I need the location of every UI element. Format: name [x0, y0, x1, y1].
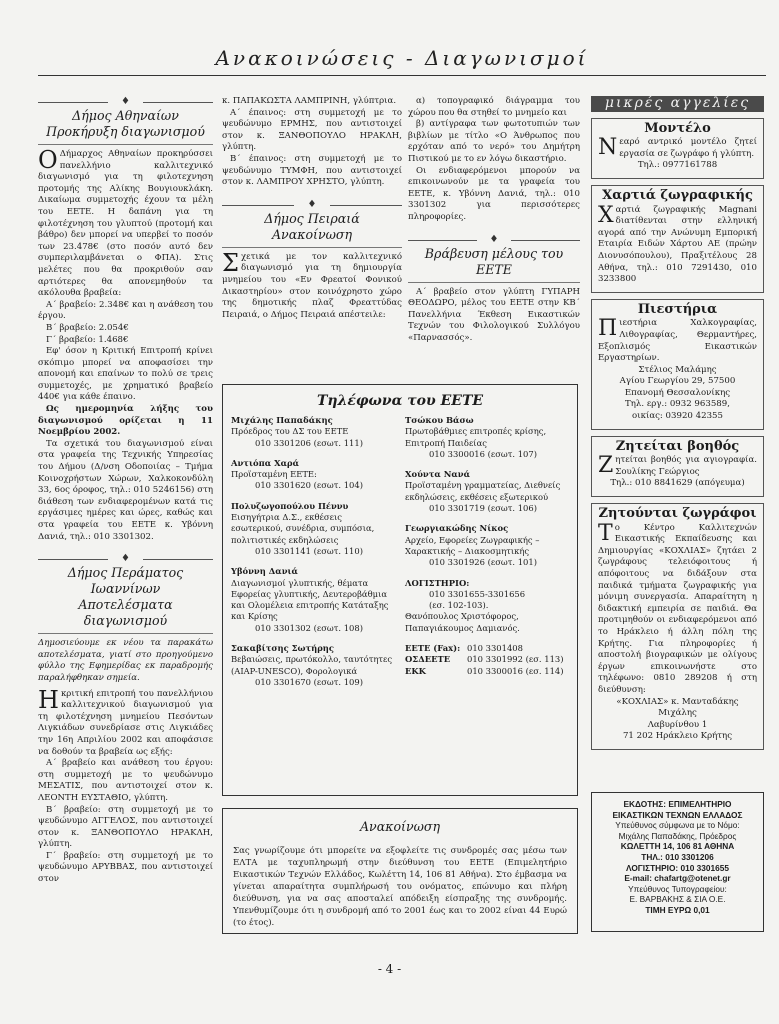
dropcap: Τ [598, 520, 613, 546]
fin-row [405, 643, 569, 654]
contact-name: Πολυζωγοπούλου Πέννυ [231, 500, 349, 511]
contact-name: Αντιόπα Χαρά [231, 457, 300, 468]
ornament: ♦ [408, 234, 580, 246]
ad-title: Πιεστήρια [637, 301, 718, 317]
paragraph: Γ΄ βραβείο: στη συμμετοχή με το ψευδώνυμο ΑΡΥΒΒΑΣ, που αντιστοιχεί στον [38, 850, 213, 885]
phone-entry [405, 523, 569, 568]
dropcap: Χ [598, 202, 614, 228]
prize-line: Α΄ βραβείο: 2.348€ και η ανάθεση του έργου. [38, 299, 213, 322]
fin-label: ΟΣΔΕΕΤΕ [405, 654, 451, 665]
dropcap: Σ [222, 248, 239, 277]
column-3 [408, 96, 580, 345]
paragraph: κ. ΠΑΠΑΚΩΣΤΑ ΛΑΜΠΡΙΝΗ, γλύπτρια. [222, 96, 397, 106]
accounting-entry: ΛΟΓΙΣΤΗΡΙΟ: 010 3301655-3301656 (εσ. 102-103). Θανόπουλος Χριστόφορος, Παπαγιάκουμος Δαμιανός. [405, 577, 526, 633]
dropcap: Ν [598, 135, 618, 161]
contact-number: 010 3301620 (εσωτ. 104) [255, 480, 363, 491]
contact-role: Προϊσταμένη ΕΕΤΕ: [231, 469, 317, 480]
contact-number: 010 3300016 (εσωτ. 107) [429, 448, 537, 459]
paragraph: Τα σχετικά του διαγωνισμού είναι στα γραφεία της Τεχνικής Υπηρεσίας του Δήμου (Δ/νση Οδοποιίας – Τμήμα Κοινοχρήστων Χώρων, Χαλκοκονδύλη 33, 6ος όροφος, τηλ.: 010 5246156) στη διάθεση των ενδιαφερομένων κατά τις εργάσιμες ημέρες και ώρες, καθώς και στα γραφεία του ΕΕΤΕ κ. Υβόννη Δανιά, τηλ.: 010 3301302. [38, 438, 213, 542]
deadline: Ως ημερομηνία λήξης του διαγωνισμού ορίζεται η 11 Νοεμβρίου 2002. [38, 404, 213, 438]
dropcap: Π [598, 316, 618, 342]
ad-text [598, 202, 757, 286]
ad-title: Ζητείται βοηθός [615, 438, 740, 454]
paragraph: Εφ' όσον η Κριτική Επιτροπή κρίνει σκόπιμο μπορεί να αποφασίσει την απονομή και επαίνων το πολύ σε τρεις συμμετοχές, με χρηματικό βραβείο 440€ για κάθε έπαινο. [38, 346, 213, 403]
prize-line: Γ΄ βραβείο: 1.468€ [46, 334, 129, 345]
ad-contact: Τηλ.: 010 8841629 (απόγευμα) [610, 478, 745, 489]
ad-body: ητείται βοηθός για αγιογραφία. Σουλίκης Γεώργιος [615, 455, 757, 477]
section-title: Ανακοινώσεις - Διαγωνισμοί [215, 46, 589, 70]
paragraph: Α΄ βραβείο στον γλύπτη ΓΥΠΑΡΗ ΘΕΟΔΩΡΟ, μέλος του ΕΕΤΕ στην ΚΒ΄ Πανελλήνια Έκθεση Εικαστικών Τεχνών του Φιλολογικού Συλλόγου «Παρνασσός». [408, 286, 580, 343]
ad-body: αρτιά ζωγραφικής Magnani διατίθενται στην ελληνική αγορά από την Ανώνυμη Εμπορική Εταιρία Ειδών Χάρτου ΑΕ (πρώην Διονυσόπουλου), Πραξιτέλους 28 Αθήνα, τηλ.: 010 7291430, 010 3233800 [598, 204, 757, 285]
contact-role: Αρχείο, Εφορείες Ζωγραφικής – Χαρακτικής – Διακοσμητικής [405, 534, 540, 556]
contact-role: Προϊσταμένη γραμματείας, Διεθνείς εκδηλώσεις, εκθέσεις εξωτερικού [405, 480, 561, 502]
fin-value: 010 3301408 [467, 643, 523, 654]
contact-name: Χούντα Νανά [405, 469, 471, 480]
ad-contact: Τηλ.: 0977161788 [637, 160, 718, 171]
paragraph: Α΄ βραβείο και ανάθεση του έργου: στη συμμετοχή με το ψευδώνυμο ΜΕΣΑΤΙΣ, που αντιστοιχεί στον κ. ΛΕΟΝΤΗ ΕΥΣΤΑΘΙΟ, γλύπτη. [38, 758, 213, 803]
classified-ad [591, 118, 764, 179]
paragraph: Σχετικά με τον καλλιτεχνικό διαγωνισμό για τη δημιουργία μνημείου του «Εν Φρεατοί Φονικού Δικαστηρίου» στον κοινόχρηστο χώρο της δημοτικής πλαζ Φρεαττύδας Πειραιά, ο Δήμος Πειραιά απέστειλε: [222, 248, 402, 320]
article-title-perama: Δήμος Περάματος Ιωαννίνων Αποτελέσματα διαγωνισμού [38, 565, 213, 634]
ad-text [598, 318, 757, 364]
contact-role: Εισηγήτρια Δ.Σ., εκθέσεις εσωτερικού, συνέδρια, συμπόσια, πολιτιστικές εκδηλώσεις [231, 512, 375, 545]
phones-right-column [405, 415, 569, 697]
paragraph: Ο Δήμαρχος Αθηναίων προκηρύσσει πανελλήνιο καλλιτεχνικό διαγωνισμό για τη φιλοτεχνηση προτομής της Αλίκης Βουγιουκλάκη. Δικαίωμα συμμετοχής έχουν τα μέλη του ΕΕΤΕ. Η δαπάνη για τη φιλοτέχνηση του γλυπτού (προτομή και βάθρο) δεν μπορεί να υπερβεί το ποσόν των 23.478€ (στο ποσόν αυτό δεν συμπεριλαμβάνεται ο ΦΠΑ). Στις μελέτες που θα προκριθούν σαν αρτιότερες θα απονεμηθούν τα ακόλουθα βραβεία: [38, 146, 213, 299]
article-title-piraeus: Δήμος Πειραιά Ανακοίνωση [222, 211, 402, 248]
publisher-box: ΕΚΔΟΤΗΣ: ΕΠΙΜΕΛΗΤΗΡΙΟ ΕΙΚΑΣΤΙΚΩΝ ΤΕΧΝΩΝ ΕΛΛΑΔΟΣ Υπεύθυνος σύμφωνα με το Νόμο: Μιχάλης Παπαδάκης, Πρόεδρος ΚΩΛΕΤΤΗ 14, 106 81 ΑΘΗΝΑ ΤΗΛ.: 010 3301206 ΛΟΓΙΣΤΗΡΙΟ: 010 3301655 E-mail: chafartg@otenet.gr Υπεύθυνος Τυπογραφείου: Ε. ΒΑΡΒΑΚΗΣ & ΣΙΑ Ο.Ε. ΤΙΜΗ ΕΥΡΩ 0,01 [591, 792, 764, 932]
classified-ad [591, 185, 764, 293]
classifieds-column [591, 96, 764, 756]
contact-role: Πρωτοβάθμιες επιτροπές κρίσης, Επιτροπή Παιδείας [405, 426, 547, 448]
contact-number: 010 3301926 (εσωτ. 101) [429, 557, 537, 568]
fin-label: ΕΚΚ [405, 665, 426, 676]
notice-text: Σας γνωρίζουμε ότι μπορείτε να εξοφλείτε τις συνδρομές σας μέσω των ΕΛΤΑ με ταχυπληρωμή στην διεύθυνση του ΕΕΤΕ (Επιμελητήριο Εικαστικών Τεχνών Ελλάδος, Κωλέττη 14, 106 81 Αθήνα). Στο έμβασμα να γίνεται απαραίτητα συμπλήρωσή του ονόματος, επώνυμο και πλήρη διεύθυνση, για να σας αποσταλεί απόδειξη είσπραξης της συνδρομής. Υπενθυμίζουμε ότι η συνδρομή από το 2001 έως και το 2002 είναι 44 Ευρώ (το έτος). [233, 846, 567, 928]
fin-row [405, 654, 569, 665]
contact-role: Βεβαιώσεις, πρωτόκολλο, ταυτότητες (AIAP-UNESCO), Φορολογικά [231, 654, 393, 676]
contact-number: 010 3301141 (εσωτ. 110) [255, 545, 363, 556]
prize-line: Β΄ βραβείο: 2.054€ [46, 322, 129, 333]
article-title-award: Βράβευση μέλους του ΕΕΤΕ [408, 246, 580, 283]
phone-entry [231, 501, 395, 557]
phones-title: Τηλέφωνα του ΕΕΤΕ [316, 393, 484, 409]
contact-name: Τσώκου Βάσω [405, 415, 474, 425]
contact-number: 010 3301719 (εσωτ. 106) [429, 503, 537, 514]
paragraph: Β΄ βραβείο: στη συμμετοχή με το ψευδώνυμο ΑΓΓΕΛΟΣ, που αντιστοιχεί στον κ. ΞΑΝΘΟΠΟΥΛΟ ΗΡΑΚΛΗ, γλύπτη. [38, 804, 213, 850]
contact-name: Υβόννη Δανιά [231, 566, 299, 577]
paragraph: Ηκριτική επιτροπή του πανελλήνιου καλλιτεχνικού διαγωνισμού για τη φιλοτέχνηση μνημείου Πεσόντων Λιγκιάδων συνεδρίασε στις Λιγκιάδες την 16η Απριλίου 2002 και αποφάσισε να δοθούν τα βραβεία ως εξής: [38, 685, 213, 757]
ornament: ♦ [222, 199, 402, 211]
notice-box [222, 808, 578, 934]
contact-role: Πρόεδρος του ΔΣ του ΕΕΤΕ [231, 426, 349, 437]
ad-text [598, 455, 757, 478]
fin-row [405, 666, 569, 677]
classified-ad [591, 503, 764, 750]
ad-body: εαρό αντρικό μοντέλο ζητεί εργασία σε ζωγράφο ή γλύπτη. [619, 137, 757, 159]
ornament: ♦ [38, 553, 213, 565]
classified-ad [591, 436, 764, 497]
phone-entry [405, 415, 569, 460]
ad-body: ιεστήρια Χαλκογραφίας, Λιθογραφίας, Θερμαντήρες, Εξοπλισμός Εικαστικών Εργαστηρίων. [598, 318, 757, 364]
fin-value: 010 3301992 (εσ. 113) [467, 654, 564, 665]
fin-value: 010 3300016 (εσ. 114) [467, 665, 564, 676]
phone-entry [231, 458, 395, 492]
contact-name: Σακαβίτσης Σωτήρης [231, 643, 334, 654]
classified-ad [591, 299, 764, 430]
ad-text [598, 520, 757, 697]
column-1 [38, 96, 213, 886]
phone-entry [231, 415, 395, 449]
phones-box [222, 384, 578, 796]
ornament: ♦ [38, 96, 213, 108]
fin-label: ΕΕΤΕ (Fax): [405, 643, 461, 654]
ad-title: Χαρτιά ζωγραφικής [602, 187, 753, 203]
ad-text [598, 137, 757, 160]
fin-numbers [405, 643, 569, 677]
ad-title: Ζητούνται ζωγράφοι [598, 506, 757, 522]
paragraph: α) τοπογραφικό διάγραμμα του χώρου που θα στηθεί το μνημείο και [408, 96, 580, 118]
phone-entry [405, 469, 569, 514]
page-number: - 4 - [377, 962, 402, 976]
phone-entry [231, 643, 395, 688]
phones-left-column [231, 415, 395, 697]
contact-name: Γεωργιακώδης Νίκος [405, 523, 509, 534]
dropcap: Η [38, 685, 59, 714]
paragraph: Α΄ έπαινος: στη συμμετοχή με το ψευδώνυμο ΕΡΜΗΣ, που αντιστοιχεί στον κ. ΞΑΝΘΟΠΟΥΛΟ ΗΡΑΚΛΗ, γλύπτη. [222, 107, 402, 153]
intro: Δημοσιεύουμε εκ νέου τα παρακάτω αποτελέσματα, γιατί στο προηγούμενο φύλλο της Εφημερίδας εκ παραδρομής παραλήφθηκαν σημεία. [38, 638, 213, 683]
classifieds-header: μικρές αγγελίες [591, 96, 764, 112]
paragraph: Β΄ έπαινος: στη συμμετοχή με το ψευδώνυμο ΤΥΜΦΗ, που αντιστοιχεί στον κ. ΛΑΜΠΡΟΥ ΧΡΗΣΤΟ, γλύπτη. [222, 153, 402, 188]
ad-contact: Στέλιος Μαλάμης Αγίου Γεωργίου 29, 57500 Επανομή Θεσσαλονίκης Τηλ. εργ.: 0932 963589, οικίας: 03920 42355 [619, 364, 736, 422]
contact-name: Μιχάλης Παπαδάκης [231, 415, 333, 425]
paragraph: Οι ενδιαφερόμενοι μπορούν να επικοινωνούν με τα γραφεία του ΕΕΤΕ, κ. Υβόννη Δανιά, τηλ.: 010 3301302 για περισσότερες πληροφορίες. [408, 165, 580, 222]
paragraph: β) αντίγραφα των φωτοτυπιών των βιβλίων με τίτλο «Ο Άνθρωπος που ερχόταν από το νερό» του Δημήτρη Πιστικού με το εν λόγω δικαστήριο. [408, 119, 580, 164]
column-2 [222, 96, 402, 321]
article-title-athens: Δήμος Αθηναίων Προκήρυξη διαγωνισμού [38, 108, 213, 145]
ad-title: Μοντέλο [644, 120, 711, 136]
ad-contact: «ΚΟΧΛΙΑΣ» κ. Μανταδάκης Μιχάλης Λαβυρίνθου 1 71 202 Ηράκλειο Κρήτης [616, 696, 739, 742]
contact-number: 010 3301206 (εσωτ. 111) [255, 437, 363, 448]
ad-body: ο Κέντρο Καλλιτεχνών Εικαστικής Εκπαίδευσης και Δημιουργίας «ΚΟΧΛΙΑΣ» ζητάει 2 ζωγράφους τελειόφοιτους ή απόφοιτους να διδάξουν στα παιδικά τμήματα ζωγραφικής για μόνιμη συνεργασία. Απαραίτητη η διδακτική εμπειρία σε παιδιά. Θα προτιμηθούν οι ενδιαφερόμενοι από το Ηράκλειο ή άλλη πόλη της Κρήτης. Για πληροφορίες ή αποστολή βιογραφικών με ολίγους έργων επικοινωνήστε στο τηλέφωνο: 0810 289208 ή στη διεύθυνση: [598, 522, 757, 695]
contact-number: 010 3301302 (εσωτ. 108) [255, 622, 363, 633]
phone-entry [231, 566, 395, 634]
dropcap: Ο [38, 146, 58, 174]
contact-role: Διαγωνισμοί γλυπτικής, θέματα Εφορείας γλυπτικής, Δευτεροβάθμια και Ολομέλεια επιτροπής Κατάταξης και Κρίσης [231, 577, 389, 622]
page-header [38, 46, 766, 76]
dropcap: Ζ [598, 453, 614, 479]
contact-number: 010 3301670 (εσωτ. 109) [255, 676, 363, 687]
notice-title: Ανακοίνωση [359, 819, 441, 834]
